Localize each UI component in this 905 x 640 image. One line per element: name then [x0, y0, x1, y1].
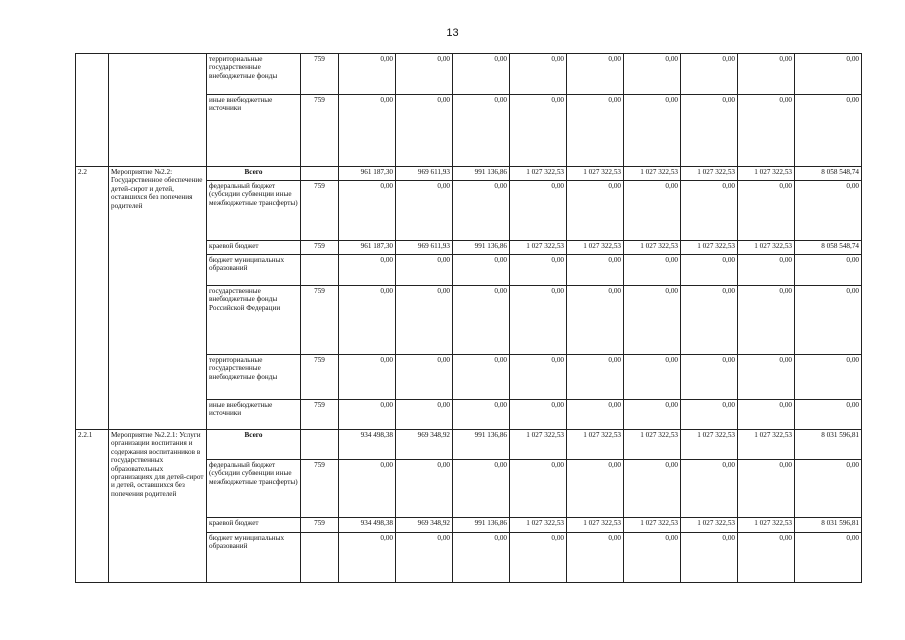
- value-cell: 1 027 322,53: [738, 518, 795, 533]
- code-cell: [301, 255, 339, 286]
- funding-source-cell: иные внебюджетные источники: [207, 400, 301, 430]
- value-cell: 969 348,92: [396, 518, 453, 533]
- value-cell: 1 027 322,53: [681, 518, 738, 533]
- value-cell: 0,00: [453, 355, 510, 400]
- total-cell: 8 031 596,81: [795, 430, 862, 460]
- value-cell: 0,00: [624, 95, 681, 167]
- row-number-cell: 2.2: [76, 167, 109, 430]
- value-cell: 0,00: [624, 286, 681, 355]
- value-cell: 0,00: [567, 533, 624, 583]
- value-cell: 934 498,38: [339, 518, 396, 533]
- value-cell: 0,00: [738, 181, 795, 241]
- value-cell: 961 187,30: [339, 241, 396, 255]
- value-cell: 0,00: [738, 460, 795, 518]
- event-name-cell: Мероприятие №2.2: Государственное обеспечение детей-сирот и детей, оставшихся без попечения родителей: [109, 167, 207, 430]
- code-cell: 759: [301, 54, 339, 95]
- value-cell: 0,00: [567, 355, 624, 400]
- total-cell: 8 058 548,74: [795, 167, 862, 181]
- funding-source-cell: государственные внебюджетные фонды Российской Федерации: [207, 286, 301, 355]
- funding-source-cell: федеральный бюджет (субсидии субвенции иные межбюджетные трансферты): [207, 460, 301, 518]
- funding-source-cell: краевой бюджет: [207, 241, 301, 255]
- value-cell: 0,00: [510, 181, 567, 241]
- value-cell: 0,00: [567, 181, 624, 241]
- total-cell: 8 031 596,81: [795, 518, 862, 533]
- value-cell: 0,00: [396, 460, 453, 518]
- value-cell: 0,00: [510, 355, 567, 400]
- code-cell: 759: [301, 460, 339, 518]
- value-cell: 0,00: [567, 95, 624, 167]
- value-cell: 1 027 322,53: [567, 518, 624, 533]
- value-cell: 0,00: [624, 181, 681, 241]
- value-cell: 0,00: [624, 255, 681, 286]
- value-cell: 961 187,30: [339, 167, 396, 181]
- table-row: [76, 54, 862, 95]
- value-cell: 934 498,38: [339, 430, 396, 460]
- value-cell: 0,00: [339, 355, 396, 400]
- value-cell: 969 348,92: [396, 430, 453, 460]
- event-name-cell: Мероприятие №2.2.1: Услуги организации воспитания и содержания воспитанников в государственных образовательных организациях для детей-сирот и детей, оставшихся без попечения родителей: [109, 430, 207, 583]
- value-cell: 0,00: [681, 460, 738, 518]
- value-cell: 1 027 322,53: [567, 430, 624, 460]
- value-cell: 1 027 322,53: [510, 241, 567, 255]
- value-cell: 0,00: [738, 54, 795, 95]
- funding-source-cell: Всего: [207, 167, 301, 181]
- event-name-cell: [109, 54, 207, 167]
- value-cell: 1 027 322,53: [681, 241, 738, 255]
- value-cell: 0,00: [624, 54, 681, 95]
- total-cell: 0,00: [795, 460, 862, 518]
- value-cell: 1 027 322,53: [738, 167, 795, 181]
- code-cell: 759: [301, 400, 339, 430]
- value-cell: 0,00: [510, 54, 567, 95]
- value-cell: 1 027 322,53: [567, 241, 624, 255]
- total-cell: 8 058 548,74: [795, 241, 862, 255]
- funding-source-cell: Всего: [207, 430, 301, 460]
- funding-source-cell: федеральный бюджет (субсидии субвенции иные межбюджетные трансферты): [207, 181, 301, 241]
- value-cell: 0,00: [453, 533, 510, 583]
- value-cell: 1 027 322,53: [510, 430, 567, 460]
- value-cell: 0,00: [396, 255, 453, 286]
- funding-source-cell: территориальные государственные внебюджетные фонды: [207, 54, 301, 95]
- value-cell: 0,00: [339, 533, 396, 583]
- value-cell: 1 027 322,53: [567, 167, 624, 181]
- funding-source-cell: бюджет муниципальных образований: [207, 533, 301, 583]
- funding-source-cell: иные внебюджетные источники: [207, 95, 301, 167]
- value-cell: 0,00: [624, 533, 681, 583]
- value-cell: 1 027 322,53: [510, 518, 567, 533]
- value-cell: 0,00: [510, 460, 567, 518]
- value-cell: 0,00: [453, 54, 510, 95]
- code-cell: 759: [301, 181, 339, 241]
- value-cell: 969 611,93: [396, 241, 453, 255]
- code-cell: 759: [301, 518, 339, 533]
- value-cell: 0,00: [453, 95, 510, 167]
- value-cell: 0,00: [339, 181, 396, 241]
- funding-source-cell: краевой бюджет: [207, 518, 301, 533]
- value-cell: 0,00: [339, 286, 396, 355]
- value-cell: 0,00: [567, 54, 624, 95]
- code-cell: [301, 533, 339, 583]
- value-cell: 1 027 322,53: [624, 518, 681, 533]
- value-cell: 991 136,86: [453, 167, 510, 181]
- value-cell: 0,00: [681, 533, 738, 583]
- code-cell: 759: [301, 286, 339, 355]
- value-cell: 0,00: [624, 355, 681, 400]
- value-cell: 0,00: [567, 400, 624, 430]
- value-cell: 0,00: [396, 181, 453, 241]
- total-cell: 0,00: [795, 355, 862, 400]
- value-cell: 0,00: [339, 255, 396, 286]
- total-cell: 0,00: [795, 255, 862, 286]
- value-cell: 991 136,86: [453, 430, 510, 460]
- value-cell: 1 027 322,53: [624, 241, 681, 255]
- value-cell: 991 136,86: [453, 241, 510, 255]
- value-cell: 0,00: [453, 255, 510, 286]
- value-cell: 0,00: [681, 95, 738, 167]
- value-cell: 0,00: [624, 460, 681, 518]
- page-number: 13: [446, 27, 459, 39]
- value-cell: 0,00: [681, 54, 738, 95]
- total-cell: 0,00: [795, 181, 862, 241]
- value-cell: 0,00: [681, 181, 738, 241]
- row-number-cell: [76, 54, 109, 167]
- value-cell: 969 611,93: [396, 167, 453, 181]
- value-cell: 0,00: [339, 95, 396, 167]
- funding-source-cell: бюджет муниципальных образований: [207, 255, 301, 286]
- value-cell: 0,00: [396, 533, 453, 583]
- funding-source-cell: территориальные государственные внебюджетные фонды: [207, 355, 301, 400]
- value-cell: 0,00: [510, 255, 567, 286]
- value-cell: 0,00: [738, 533, 795, 583]
- value-cell: 1 027 322,53: [681, 167, 738, 181]
- table-row: [76, 167, 862, 181]
- value-cell: 0,00: [453, 460, 510, 518]
- value-cell: 0,00: [510, 533, 567, 583]
- value-cell: 0,00: [681, 355, 738, 400]
- value-cell: 1 027 322,53: [624, 430, 681, 460]
- value-cell: 1 027 322,53: [681, 430, 738, 460]
- value-cell: 0,00: [567, 286, 624, 355]
- code-cell: 759: [301, 355, 339, 400]
- value-cell: 991 136,86: [453, 518, 510, 533]
- value-cell: 0,00: [738, 400, 795, 430]
- value-cell: 0,00: [681, 400, 738, 430]
- value-cell: 0,00: [339, 54, 396, 95]
- total-cell: 0,00: [795, 286, 862, 355]
- total-cell: 0,00: [795, 95, 862, 167]
- value-cell: 0,00: [339, 460, 396, 518]
- code-cell: 759: [301, 95, 339, 167]
- value-cell: 0,00: [738, 286, 795, 355]
- value-cell: 0,00: [738, 95, 795, 167]
- value-cell: 0,00: [453, 286, 510, 355]
- value-cell: 0,00: [339, 400, 396, 430]
- value-cell: 0,00: [396, 286, 453, 355]
- value-cell: 0,00: [738, 355, 795, 400]
- value-cell: 0,00: [510, 286, 567, 355]
- value-cell: 0,00: [510, 95, 567, 167]
- value-cell: 0,00: [567, 255, 624, 286]
- value-cell: 0,00: [396, 400, 453, 430]
- value-cell: 0,00: [510, 400, 567, 430]
- total-cell: 0,00: [795, 54, 862, 95]
- value-cell: 1 027 322,53: [738, 430, 795, 460]
- value-cell: 0,00: [396, 95, 453, 167]
- table-row: [76, 430, 862, 460]
- value-cell: 1 027 322,53: [510, 167, 567, 181]
- value-cell: 0,00: [681, 255, 738, 286]
- value-cell: 0,00: [624, 400, 681, 430]
- value-cell: 1 027 322,53: [624, 167, 681, 181]
- total-cell: 0,00: [795, 533, 862, 583]
- value-cell: 0,00: [453, 181, 510, 241]
- row-number-cell: 2.2.1: [76, 430, 109, 583]
- value-cell: 1 027 322,53: [738, 241, 795, 255]
- value-cell: 0,00: [681, 286, 738, 355]
- value-cell: 0,00: [396, 54, 453, 95]
- value-cell: 0,00: [453, 400, 510, 430]
- code-cell: [301, 167, 339, 181]
- code-cell: 759: [301, 241, 339, 255]
- value-cell: 0,00: [567, 460, 624, 518]
- total-cell: 0,00: [795, 400, 862, 430]
- code-cell: [301, 430, 339, 460]
- budget-table: [75, 53, 862, 583]
- value-cell: 0,00: [738, 255, 795, 286]
- value-cell: 0,00: [396, 355, 453, 400]
